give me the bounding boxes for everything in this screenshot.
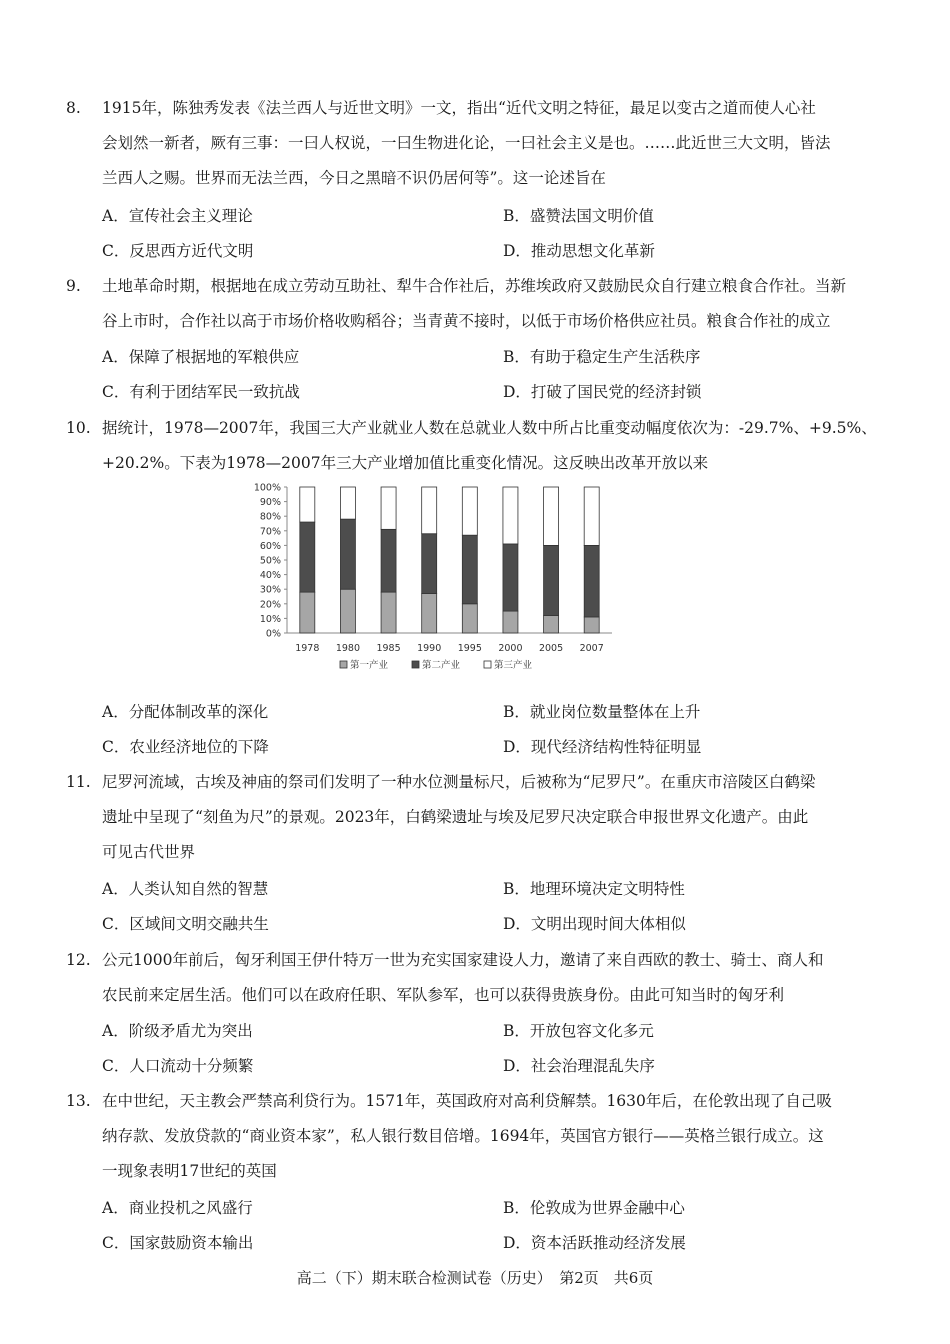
y-tick-label: 10% — [259, 613, 281, 625]
bar-segment — [422, 594, 437, 633]
bar-segment — [544, 545, 559, 615]
legend-label: 第二产业 — [422, 660, 461, 671]
option-c[interactable]: C．农业经济地位的下降 — [102, 738, 269, 756]
bar-segment — [340, 519, 355, 589]
option-a[interactable]: A．宣传社会主义理论 — [102, 207, 253, 225]
question-stem-line: 兰西人之赐。世界而无法兰西，今日之黑暗不识仍居何等”。这一论述旨在 — [102, 169, 606, 187]
bar-segment — [300, 487, 315, 522]
question-stem-line: 遗址中呈现了“刻鱼为尺”的景观。2023年，白鹤梁遗址与埃及尼罗尺决定联合申报世界文化遗产。由此 — [102, 808, 809, 826]
option-b[interactable]: B．就业岗位数量整体在上升 — [503, 703, 701, 721]
y-tick-label: 90% — [259, 497, 281, 509]
bar-segment — [503, 611, 518, 633]
y-tick-label: 60% — [259, 540, 281, 552]
x-tick-label: 2005 — [538, 643, 564, 654]
question-number: 9. — [66, 277, 81, 295]
options-8 — [102, 199, 882, 269]
legend-label: 第三产业 — [494, 660, 533, 671]
bar-segment — [584, 545, 599, 617]
option-a[interactable]: A．保障了根据地的军粮供应 — [102, 348, 300, 366]
bar-segment — [381, 487, 396, 529]
x-tick-label: 1990 — [417, 643, 442, 654]
options-9 — [102, 340, 882, 410]
option-b[interactable]: B．伦敦成为世界金融中心 — [503, 1199, 685, 1217]
y-tick-label: 0% — [265, 628, 281, 640]
option-a[interactable]: A．分配体制改革的深化 — [102, 703, 269, 721]
bar-segment — [544, 487, 559, 545]
x-tick-label: 2007 — [579, 643, 604, 654]
option-d[interactable]: D．文明出现时间大体相似 — [503, 915, 686, 933]
question-12 — [66, 943, 886, 1013]
question-stem-line: 尼罗河流域，古埃及神庙的祭司们发明了一种水位测量标尺，后被称为“尼罗尺”。在重庆市涪陵区白鹤梁 — [102, 773, 816, 791]
question-9 — [66, 269, 886, 339]
option-c[interactable]: C．区域间文明交融共生 — [102, 915, 269, 933]
question-number: 12. — [66, 951, 91, 969]
bar-segment — [340, 589, 355, 633]
option-b[interactable]: B．盛赞法国文明价值 — [503, 207, 654, 225]
question-number: 11. — [66, 773, 91, 791]
option-b[interactable]: B．有助于稳定生产生活秩序 — [503, 348, 701, 366]
bar-segment — [584, 487, 599, 545]
question-stem-line: 谷上市时，合作社以高于市场价格收购稻谷；当青黄不接时，以低于市场价格供应社员。粮食合作社的成立 — [102, 312, 831, 330]
bar-segment — [340, 487, 355, 519]
question-stem-line: 农民前来定居生活。他们可以在政府任职、军队参军，也可以获得贵族身份。由此可知当时的匈牙利 — [102, 986, 785, 1004]
question-number: 8. — [66, 99, 81, 117]
option-a[interactable]: A．商业投机之风盛行 — [102, 1199, 253, 1217]
bar-segment — [462, 535, 477, 604]
legend-swatch — [340, 661, 347, 668]
question-stem-line: 据统计，1978—2007年，我国三大产业就业人数在总就业人数中所占比重变动幅度依次为：-29.7%、+9.5%、 — [102, 419, 877, 437]
y-tick-label: 80% — [259, 511, 281, 523]
legend-label: 第一产业 — [350, 660, 389, 671]
option-a[interactable]: A．人类认知自然的智慧 — [102, 880, 269, 898]
option-c[interactable]: C．有利于团结军民一致抗战 — [102, 383, 300, 401]
bar-segment — [422, 487, 437, 534]
y-tick-label: 30% — [259, 584, 281, 596]
option-c[interactable]: C．人口流动十分频繁 — [102, 1057, 254, 1075]
question-10 — [66, 411, 886, 481]
question-stem-line: 会划然一新者，厥有三事：一曰人权说，一曰生物进化论，一曰社会主义是也。……此近世三大文明，皆法 — [102, 134, 831, 152]
question-stem-line: 土地革命时期，根据地在成立劳动互助社、犁牛合作社后，苏维埃政府又鼓励民众自行建立粮食合作社。当新 — [102, 277, 847, 295]
option-d[interactable]: D．打破了国民党的经济封锁 — [503, 383, 702, 401]
question-stem-line: +20.2%。下表为1978—2007年三大产业增加值比重变化情况。这反映出改革开放以来 — [102, 454, 709, 472]
option-a[interactable]: A．阶级矛盾尤为突出 — [102, 1022, 253, 1040]
option-b[interactable]: B．地理环境决定文明特性 — [503, 880, 685, 898]
option-c[interactable]: C．国家鼓励资本输出 — [102, 1234, 254, 1252]
industry-share-chart — [250, 478, 620, 683]
bar-segment — [544, 615, 559, 633]
question-13 — [66, 1084, 886, 1189]
question-stem-line: 可见古代世界 — [102, 843, 196, 861]
question-stem-line: 纳存款、发放贷款的“商业资本家”，私人银行数目倍增。1694年，英国官方银行——英格兰银行成立。这 — [102, 1127, 824, 1145]
bar-segment — [462, 487, 477, 535]
question-stem-line: 在中世纪，天主教会严禁高利贷行为。1571年，英国政府对高利贷解禁。1630年后，在伦敦出现了自己吸 — [102, 1092, 832, 1110]
question-number: 13. — [66, 1092, 91, 1110]
y-tick-label: 50% — [259, 555, 281, 567]
x-tick-label: 1985 — [376, 643, 401, 654]
options-11 — [102, 872, 882, 942]
x-tick-label: 1980 — [335, 643, 361, 654]
question-8 — [66, 91, 886, 196]
stacked-bar-chart — [250, 478, 620, 683]
x-tick-label: 1978 — [295, 643, 320, 654]
bar-segment — [422, 534, 437, 594]
y-tick-label: 100% — [253, 482, 281, 494]
y-tick-label: 20% — [259, 599, 281, 611]
option-b[interactable]: B．开放包容文化多元 — [503, 1022, 654, 1040]
option-d[interactable]: D．社会治理混乱失序 — [503, 1057, 655, 1075]
bar-segment — [300, 522, 315, 592]
option-d[interactable]: D．推动思想文化革新 — [503, 242, 655, 260]
bar-segment — [503, 544, 518, 611]
legend-swatch — [412, 661, 419, 668]
bar-segment — [503, 487, 518, 544]
bar-segment — [300, 592, 315, 633]
bar-segment — [584, 617, 599, 633]
x-tick-label: 2000 — [498, 643, 523, 654]
options-13 — [102, 1191, 882, 1261]
legend-swatch — [484, 661, 491, 668]
y-tick-label: 70% — [259, 526, 281, 538]
bar-segment — [381, 529, 396, 592]
question-stem-line: 公元1000年前后，匈牙利国王伊什特万一世为充实国家建设人力，邀请了来自西欧的教士、骑士、商人和 — [102, 951, 824, 969]
options-12 — [102, 1014, 882, 1084]
options-10 — [102, 695, 882, 765]
question-number: 10. — [66, 419, 91, 437]
page-footer: 高二（下）期末联合检测试卷（历史） 第2页 共6页 — [296, 1269, 654, 1287]
question-stem-line: 1915年，陈独秀发表《法兰西人与近世文明》一文，指出“近代文明之特征，最足以变古之道而使人心社 — [102, 99, 816, 117]
option-d[interactable]: D．现代经济结构性特征明显 — [503, 738, 702, 756]
option-d[interactable]: D．资本活跃推动经济发展 — [503, 1234, 686, 1252]
bar-segment — [462, 604, 477, 633]
bar-segment — [381, 592, 396, 633]
question-stem-line: 一现象表明17世纪的英国 — [102, 1162, 277, 1180]
option-c[interactable]: C．反思西方近代文明 — [102, 242, 254, 260]
x-tick-label: 1995 — [457, 643, 482, 654]
question-11 — [66, 765, 886, 870]
y-tick-label: 40% — [259, 570, 281, 582]
